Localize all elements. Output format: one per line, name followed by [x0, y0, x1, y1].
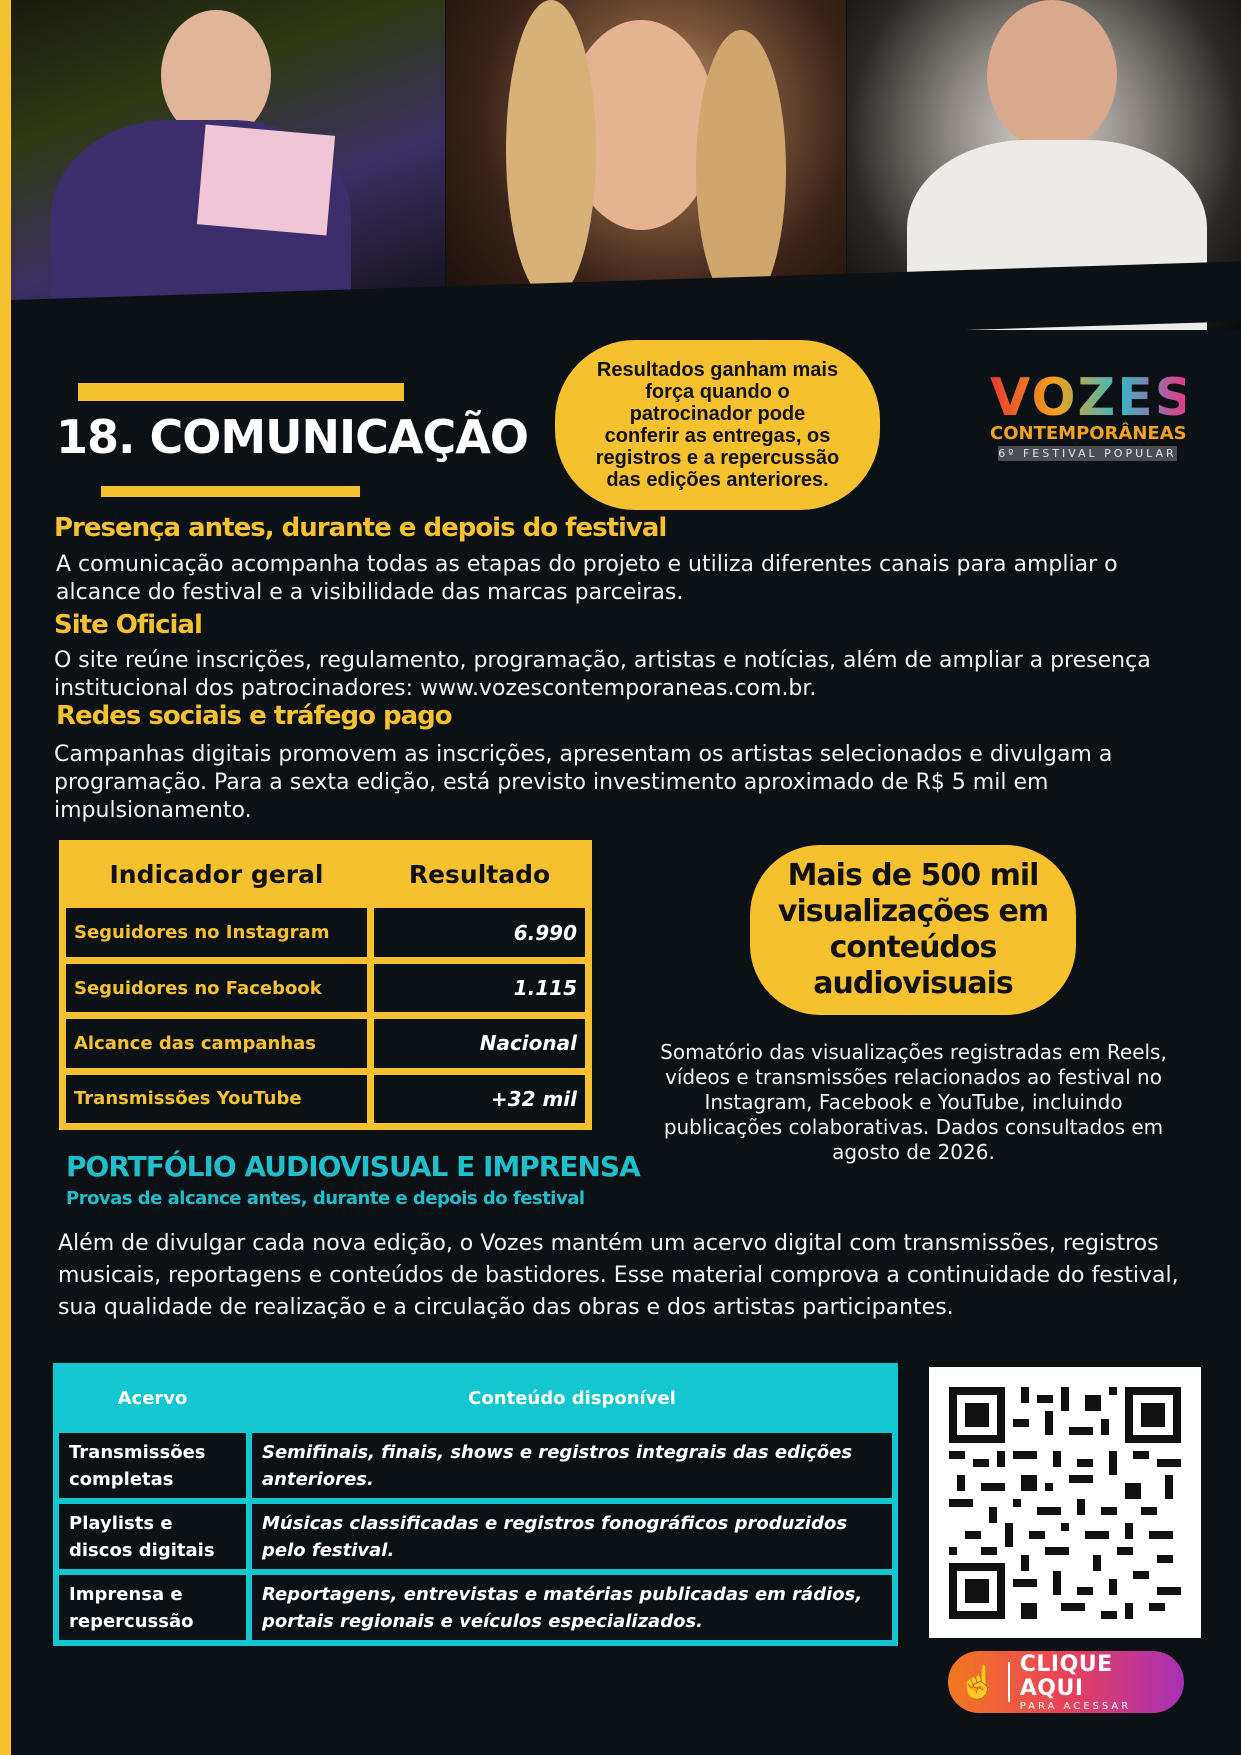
acervo-content: Reportagens, entrevistas e matérias publicadas em rádios, portais regionais e veículos especializados.: [252, 1575, 892, 1640]
acervo-content: Músicas classificadas e registros fonográficos produzidos pelo festival.: [252, 1504, 892, 1569]
acervo-label: Playlists e discos digitais: [59, 1504, 246, 1569]
acervo-label: Imprensa e repercussão: [59, 1575, 246, 1640]
highlight-text: Resultados ganham mais força quando o patrocinador pode conferir as entregas, os registros e a repercussão das edições anteriores.: [595, 359, 840, 491]
pointing-hand-icon: ☝: [957, 1664, 998, 1700]
highlight-bubble: [555, 340, 880, 510]
festival-logo: [990, 368, 1195, 482]
acervo-content: Semifinais, finais, shows e registros integrais das edições anteriores.: [252, 1433, 892, 1498]
section-text-site: O site reúne inscrições, regulamento, programação, artistas e notícias, além de ampliar a presença institucional dos patrocinadores: www.vozescontemporaneas.com.br.: [54, 648, 1151, 701]
portfolio-table: [53, 1363, 898, 1646]
views-highlight: Mais de 500 mil visualizações em conteúdos audiovisuais: [777, 858, 1049, 1001]
table-header-indicator: Indicador geral: [109, 859, 324, 889]
table-row: [59, 1575, 892, 1640]
section-text-presence: A comunicação acompanha todas as etapas do projeto e utiliza diferentes canais para ampliar o alcance do festival e a visibilidade das marcas parceiras.: [56, 552, 1118, 605]
table-row: [59, 1433, 892, 1498]
access-button[interactable]: [948, 1651, 1184, 1713]
title-underline-top: [78, 383, 404, 401]
views-note: Somatório das visualizações registradas em Reels, vídeos e transmissões relacionados ao festival no Instagram, Facebook e YouTube, incluindo publicações colaborativas. Dados consultados em agosto de 2026.: [660, 1040, 1167, 1164]
section-text-social: Campanhas digitais promovem as inscrições, apresentam os artistas selecionados e divulgam a programação. Para a sexta edição, está previsto investimento aproximado de R$ 5 mil em impulsionamento.: [54, 742, 1113, 823]
portfolio-subtitle: Provas de alcance antes, durante e depois do festival: [66, 1188, 585, 1209]
table-header-acervo: Acervo: [117, 1387, 188, 1409]
left-accent-bar: [0, 0, 11, 1755]
button-sublabel: PARA ACESSAR: [1019, 1700, 1132, 1712]
indicator-label: Transmissões YouTube: [66, 1075, 367, 1123]
qr-code-icon: [949, 1387, 1181, 1619]
table-row: [66, 908, 585, 956]
table-row: [66, 1075, 585, 1123]
table-row: [66, 964, 585, 1012]
qr-code[interactable]: [929, 1367, 1201, 1638]
indicator-value: Nacional: [374, 1019, 585, 1067]
logo-edition: 6º FESTIVAL POPULAR: [998, 447, 1177, 460]
indicator-label: Seguidores no Facebook: [66, 964, 367, 1012]
section-heading-site: Site Oficial: [54, 610, 202, 640]
table-header-row: [66, 847, 585, 901]
photo-host-presenter: [11, 0, 445, 330]
portfolio-title: PORTFÓLIO AUDIOVISUAL E IMPRENSA: [66, 1150, 640, 1183]
logo-main: VOZES: [990, 368, 1195, 428]
section-heading-social: Redes sociais e tráfego pago: [56, 701, 452, 731]
table-header-content: Conteúdo disponível: [468, 1387, 676, 1409]
button-text: [1010, 1653, 1184, 1712]
acervo-label: Transmissões completas: [59, 1433, 246, 1498]
button-label: CLIQUE AQUI: [1019, 1651, 1113, 1701]
page-title: 18. COMUNICAÇÃO: [56, 410, 528, 464]
indicator-value: 6.990: [374, 908, 585, 956]
table-header-result: Resultado: [408, 859, 551, 889]
section-heading-presence: Presença antes, durante e depois do festival: [54, 513, 667, 543]
title-underline-bottom: [101, 486, 360, 497]
logo-sub: CONTEMPORÂNEAS: [990, 423, 1187, 444]
indicator-value: +32 mil: [374, 1075, 585, 1123]
indicator-label: Alcance das campanhas: [66, 1019, 367, 1067]
table-row: [66, 1019, 585, 1067]
table-row: [59, 1504, 892, 1569]
portfolio-text: Além de divulgar cada nova edição, o Vozes mantém um acervo digital com transmissões, registros musicais, reportagens e conteúdos de bastidores. Esse material comprova a continuidade do festival, sua qualidade de realização e a circulação das obras e dos artistas participantes.: [58, 1231, 1179, 1320]
indicator-value: 1.115: [374, 964, 585, 1012]
indicators-table: [59, 840, 592, 1130]
table-header-row: [59, 1369, 892, 1427]
views-bubble: [750, 845, 1076, 1015]
indicator-label: Seguidores no Instagram: [66, 908, 367, 956]
